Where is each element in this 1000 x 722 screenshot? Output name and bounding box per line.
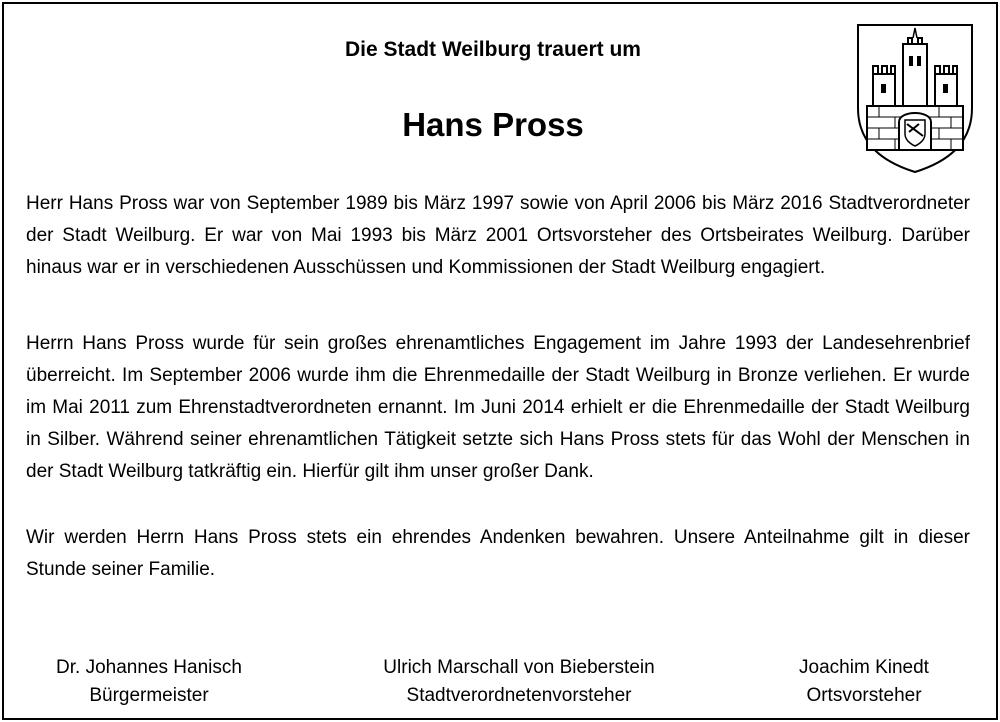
signature-block-council-chair (344, 654, 694, 710)
signature-name: Joachim Kinedt (799, 657, 929, 678)
signature-title: Stadtverordnetenvorsteher (406, 685, 632, 706)
signature-title: Bürgermeister (89, 685, 209, 706)
signature-name: Ulrich Marschall von Bieberstein (383, 657, 655, 678)
paragraph-honors: Herrn Hans Pross wurde für sein großes ehrenamtliches Engagement im Jahre 1993 der Landesehrenbrief überreicht. Im September 2006 wurde ihm die Ehrenmedaille der Stadt Weilburg in Bronze verliehen. Er wurde im Mai 2011 zum Ehrenstadtverordneten ernannt. Im Juni 2014 erhielt er die Ehrenmedaille der Stadt Weilburg in Silber. Während seiner ehrenamtlichen Tätigkeit setzte sich Hans Pross stets für das Wohl der Menschen in der Stadt Weilburg tatkräftig ein. Hierfür gilt ihm unser großer Dank. (26, 333, 970, 482)
intro-line: Die Stadt Weilburg trauert um (345, 38, 641, 61)
signature-title: Ortsvorsteher (806, 685, 922, 706)
paragraph-career: Herr Hans Pross war von September 1989 bis März 1997 sowie von April 2006 bis März 2016 Stadtverordneter der Stadt Weilburg. Er war von Mai 1993 bis März 2001 Ortsvorsteher des Ortsbeirates Weilburg. Darüber hinaus war er in verschiedenen Ausschüssen und Kommissionen der Stadt Weilburg engagiert. (26, 193, 970, 278)
coat-of-arms-icon (855, 22, 975, 174)
signature-block-mayor (24, 654, 274, 710)
notice-frame (2, 2, 998, 720)
signature-block-district-head (744, 654, 984, 710)
signature-name: Dr. Johannes Hanisch (56, 657, 242, 678)
paragraph-condolence: Wir werden Herrn Hans Pross stets ein ehrendes Andenken bewahren. Unsere Anteilnahme gilt in dieser Stunde seiner Familie. (26, 527, 970, 580)
deceased-name: Hans Pross (402, 106, 584, 143)
